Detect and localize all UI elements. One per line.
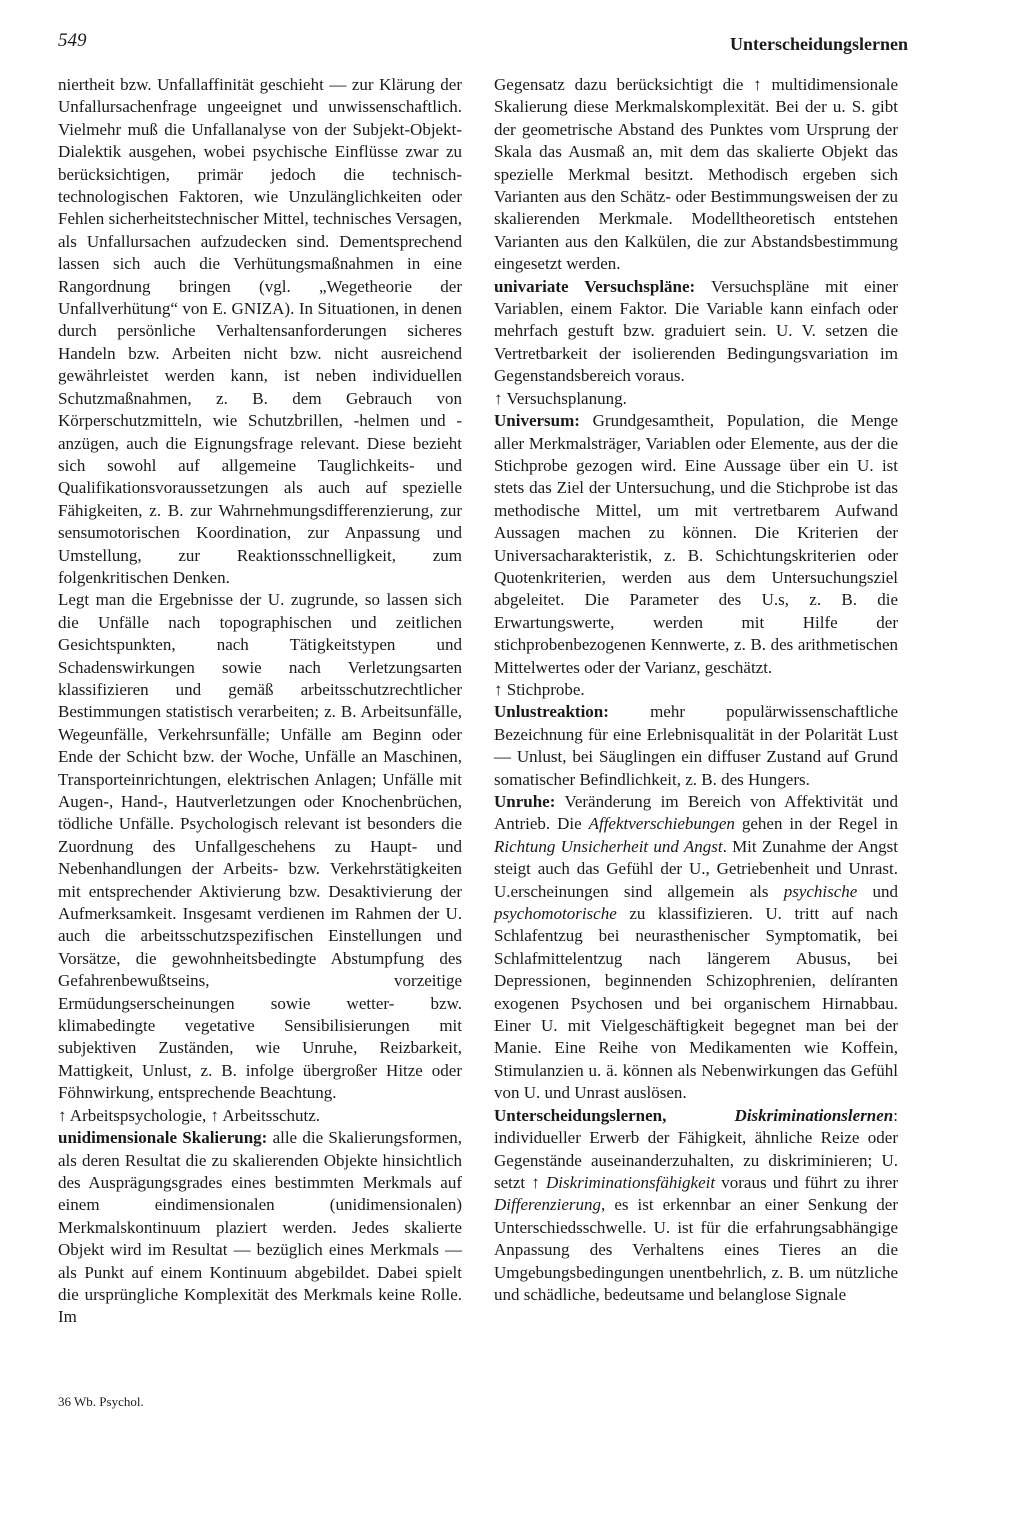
entry-text: . Mit Zunahme der Angst steigt auch das Gefühl der U., Getriebenheit und Unrast. U.erscheinungen sind allgemein als: [494, 836, 898, 901]
emphasis: Diskriminationsfähigkeit: [546, 1172, 716, 1192]
entry-text: Veränderung im Bereich von Affektivität und Antrieb. Die: [494, 792, 898, 834]
entry-term: univariate Versuchspläne:: [494, 276, 696, 296]
entry-text: alle die Skalierungsformen, als deren Resultat die zu skalierenden Objekte hinsichtlich des Ausprägungsgrades eines bestimmten Merkmals auf einem eindimensionalen (unidimensionalen) Merkmalskontinuum plaziert werden. Jedes skalierte Objekt wird im Resultat — bezüglich eines Merkmals — als Punkt auf einem Kontinuum abgebildet. Dabei spielt die ursprüngliche Komplexität des Merkmals keine Rolle. Im: [58, 1128, 462, 1327]
entry-term-italic: Diskriminationslernen: [734, 1105, 894, 1125]
entry-term: Unlustreaktion:: [494, 702, 609, 722]
entry-text: und: [857, 881, 899, 901]
entry-term: Universum:: [494, 411, 580, 431]
cross-reference-arbeitspsychologie: ↑ Arbeitspsychologie, ↑ Arbeitsschutz.: [58, 1105, 321, 1125]
right-column: [494, 74, 898, 1306]
emphasis: Differenzierung: [494, 1195, 602, 1215]
left-column: [58, 74, 462, 1329]
entry-univariate-versuchsplaene: [494, 276, 898, 388]
entry-text: mehr populärwissenschaftliche Bezeichnung für eine Erlebnisqualität in der Polarität Lust — Unlust, bei Säuglingen ein diffuser Zustand auf Grund somatischer Befindlichkeit, z. B. des Hungers.: [494, 702, 898, 789]
paragraph-unfall-klassifikation: Legt man die Ergebnisse der U. zugrunde, so lassen sich die Unfälle nach topographischen und zeitlichen Gesichtspunkten, nach Tätigkeitstypen und Schadenswirkungen sowie nach Verletzungsarten klassifizieren und gemäß arbeitsschutzrechtlicher Bestimmungen statistisch verarbeiten; z. B. Arbeitsunfälle, Wegeunfälle, Verkehrsunfälle; Unfälle am Beginn oder Ende der Schicht bzw. der Woche, Unfälle an Maschinen, Transporteinrichtungen, elektrischen Anlagen; Unfälle mit Augen-, Hand-, Hautverletzungen oder Knochenbrüchen, tödliche Unfälle. Psychologisch relevant ist besonders die Zuordnung des Unfallgeschehens zu Haupt- und Nebenhandlungen der Arbeits- bzw. Verkehrstätigkeiten mit entsprechender Aktivierung bzw. Desaktivierung der Aufmerksamkeit. Insgesamt verdienen im Rahmen der U. auch die arbeitsschutzspezifischen Einstellungen und Vorsätze, die gewohnheitsbedingte Abstumpfung des Gefahrenbewußtseins, vorzeitige Ermüdungserscheinungen sowie wetter- bzw. klimabedingte vegetative Sensibilisierungen mit subjektiven Zuständen, wie Unruhe, Reizbarkeit, Mattigkeit, Unlust, z. B. infolge übergroßer Hitze oder Föhnwirkung, entsprechende Beachtung.: [58, 590, 462, 1103]
running-head: Unterscheidungslernen: [729, 34, 908, 54]
page-number: 549: [58, 30, 87, 51]
entry-text: , es ist erkennbar an einer Senkung der Unterschiedsschwelle. U. ist für die erfahrungsabhängige Anpassung des Verhaltens eines Tieres an die Umgebungsbedingungen unentbehrlich, z. B. um nützliche und schädliche, bedeutsame und belanglose Signale: [494, 1195, 898, 1304]
paragraph-skalierung-continued: Gegensatz dazu berücksichtigt die ↑ multidimensionale Skalierung diese Merkmalskomplexität. Bei der u. S. gibt der geometrische Abstand des Punktes vom Ursprung der Skala das Ausmaß an, mit dem das skalierte Objekt das spezielle Merkmal besitzt. Methodisch ergeben sich Varianten aus den Schätz- oder Bestimmungsweisen der zu skalierenden Merkmale. Modelltheoretisch entstehen Varianten aus den Kalkülen, die zur Abstandsbestimmung eingesetzt werden.: [494, 75, 898, 274]
entry-term: Unruhe:: [494, 792, 556, 811]
entry-universum: [494, 410, 898, 679]
emphasis: Affektverschiebungen: [588, 814, 735, 834]
entry-unruhe: [494, 791, 898, 1105]
emphasis: psychische: [783, 881, 858, 901]
entry-text: zu klassifizieren. U. tritt auf nach Schlafentzug bei neurasthenischer Symptomatik, bei Schlafmittelentzug nach längerem Abusus, bei Depressionen, beginnenden Schizophrenien, delíranten exogenen Psychosen und bei organischem Hirnabbau. Einer U. mit Vielgeschäftigkeit begegnet man bei der Manie. Eine Reihe von Medikamenten wie Koffein, Stimulanzien u. ä. können als Nebenwirkungen das Gefühl von U. und Unrast auslösen.: [494, 904, 898, 1103]
entry-unlustreaktion: [494, 701, 898, 791]
paragraph-unfall-analyse: niertheit bzw. Unfallaffinität geschieht — zur Klärung der Unfallursachenfrage ungeeignet und unwissenschaftlich. Vielmehr muß die Unfallanalyse von der Subjekt-Objekt-Dialektik ausgehen, wobei psychische Einflüsse zwar zu berücksichtigen, primär jedoch die technisch-technologischen Faktoren, wie Unzulänglichkeiten oder Fehlen sicherheitstechnischer Mittel, technisches Versagen, als Unfallursachen aufzudecken sind. Dementsprechend lassen sich auch die Verhütungsmaßnahmen in eine Rangordnung bringen (vgl. „Wegetheorie der Unfallverhütung“ von E. GNIZA). In Situationen, in denen durch persönliche Verhaltensanforderungen sicheres Handeln bzw. Arbeiten nicht bzw. nicht ausreichend gewährleistet werden kann, ist neben individuellen Schutzmaßnahmen, z. B. dem Gebrauch von Körperschutzmitteln, wie Schutzbrillen, -helmen und -anzügen, auch die Eignungsfrage relevant. Diese bezieht sich sowohl auf allgemeine Tauglichkeits- und Qualifikationsvoraussetzungen als auch auf spezielle Fähigkeiten, z. B. zur Wahrnehmungsdifferenzierung, zur sensumotorischen Koordination, zur Anpassung und Umstellung, zur Reaktionsschnelligkeit, zum folgenkritischen Denken.: [58, 75, 462, 587]
cross-reference-versuchsplanung: ↑ Versuchsplanung.: [494, 388, 627, 408]
entry-text: voraus und führt zu ihrer: [715, 1172, 898, 1192]
cross-reference-stichprobe: ↑ Stichprobe.: [494, 679, 585, 699]
entry-unidimensionale-skalierung: [58, 1127, 462, 1329]
entry-unterscheidungslernen: [494, 1105, 898, 1307]
signature-line: 36 Wb. Psychol.: [58, 1394, 144, 1409]
entry-text: Grundgesamtheit, Population, die Menge aller Merkmalsträger, Variablen oder Elemente, aus der die Stichprobe gezogen wird. Eine Aussage über ein U. ist stets das Ziel der Untersuchung, und die Stichprobe ist das methodische Mittel, um mit vertretbarem Aufwand Aussagen machen zu können. Die Kriterien der Universacharakteristik, z. B. Schichtungskriterien oder Quotenkriterien, werden aus dem Untersuchungsziel abgeleitet. Die Parameter des U.s, z. B. die Erwartungswerte, werden mit Hilfe der stichprobenbezogenen Kennwerte, z. B. des arithmetischen Mittelwertes oder der Varianz, geschätzt.: [494, 411, 898, 677]
entry-text: gehen in der Regel in: [734, 814, 898, 834]
entry-term: Unterscheidungslernen,: [494, 1105, 667, 1125]
entry-text: : individueller Erwerb der Fähigkeit, ähnliche Reize oder Gegenstände auseinanderzuhalten, zu diskriminieren; U. setzt ↑: [494, 1105, 898, 1192]
entry-term: unidimensionale Skalierung:: [58, 1128, 268, 1148]
entry-text: Versuchspläne mit einer Variablen, einem Faktor. Die Variable kann einfach oder mehrfach gestuft bzw. graduiert sein. U. V. setzen die Vertretbarkeit der isolierenden Bedingungsvariation im Gegenstandsbereich voraus.: [494, 276, 898, 386]
emphasis: Richtung Unsicherheit und Angst: [494, 836, 723, 856]
emphasis: psychomotorische: [494, 904, 617, 924]
